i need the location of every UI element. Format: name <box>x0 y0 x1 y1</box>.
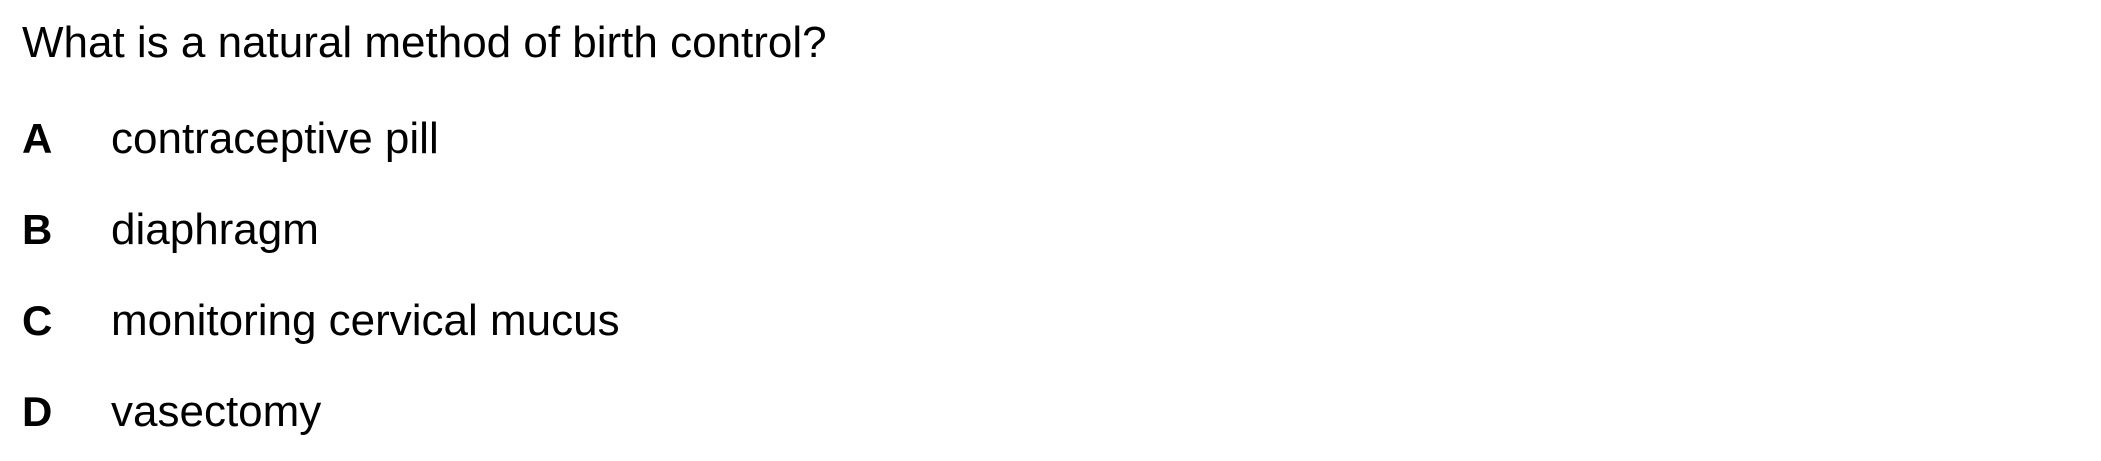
option-text: vasectomy <box>111 387 322 436</box>
option-text: monitoring cervical mucus <box>111 296 620 345</box>
question-text: What is a natural method of birth control? <box>22 18 827 67</box>
option-letter: B <box>22 206 53 253</box>
option-letter: A <box>22 115 53 162</box>
option-text: diaphragm <box>111 205 319 254</box>
option-letter: D <box>22 388 53 435</box>
option-letter: C <box>22 297 53 344</box>
option-text: contraceptive pill <box>111 114 439 163</box>
